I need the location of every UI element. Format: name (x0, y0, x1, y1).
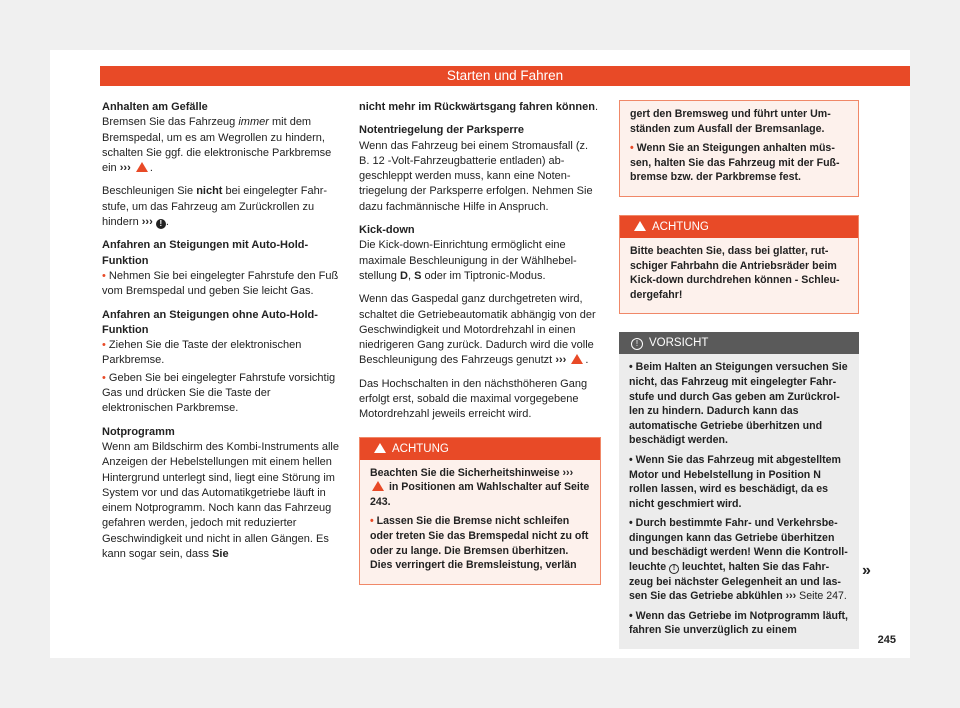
heading-kick-down: Kick-down (359, 224, 415, 237)
heading-ohne-auto-hold: Anfahren an Steigungen ohne Auto-Hold-Funktion (102, 308, 318, 336)
warning-box (359, 437, 601, 585)
warning-title: ACHTUNG (652, 220, 709, 233)
paragraph-rueckwaertsgang (359, 100, 601, 115)
list-item (102, 371, 342, 417)
text: , (407, 269, 415, 282)
list-item (370, 514, 590, 572)
text: Wenn das Getriebe im Notprogramm läuft, fahren Sie unverzüglich zu einem (629, 609, 848, 637)
caution-box (619, 332, 859, 649)
list-item (629, 453, 849, 511)
text: leuchtet, halten Sie das Fahrzeug bei nächster Gelegenheit an und lassen Sie das Getriebe abkühlen (629, 561, 841, 603)
list-item (102, 338, 342, 369)
reference-arrows: ››› (119, 162, 131, 175)
heading-notprogramm: Notprogramm (102, 425, 175, 438)
warning-triangle-icon (136, 162, 148, 172)
warning-triangle-icon (571, 354, 583, 364)
bullet: • (629, 609, 633, 622)
list-item (629, 516, 849, 604)
text: Lassen Sie die Bremse nicht schleifen oder treten Sie das Bremspedal nicht zu oft oder zu lange. Die Bremsen überhitzen. Dies verringert die Bremsleistung, verlän (370, 515, 589, 572)
warning-box (619, 215, 859, 314)
page-reference: Seite 247. (796, 590, 847, 603)
text: bei eingelegter Fahrstufe, um das Fahrzeug am Zurückrollen zu hindern (102, 185, 328, 229)
emphasis-immer: immer (238, 116, 269, 129)
column-3 (619, 100, 859, 659)
warning-lamp-icon: ! (669, 564, 679, 574)
text: . (594, 101, 598, 113)
heading-notentriegelung: Notentriegelung der Parksperre (359, 124, 525, 137)
paragraph-beschleunigen (102, 184, 342, 230)
text: . (585, 354, 589, 367)
text: Wenn Sie an Steigungen anhalten müssen, halten Sie das Fahrzeug mit der Fußbremse bzw. der Parkbremse fest. (630, 142, 840, 184)
bullet: • (630, 142, 634, 155)
caution-header (619, 332, 859, 354)
bullet: • (102, 371, 106, 384)
notice-icon: ! (156, 219, 166, 229)
list-item (629, 609, 849, 638)
paragraph-kick-down-2 (359, 292, 601, 368)
text: Die Kick-down-Einrichtung ermöglicht eine maximale Beschleunigung in der Wählhebelstellung (359, 239, 577, 282)
warning-header (360, 438, 600, 460)
warning-title: ACHTUNG (392, 442, 449, 455)
text: Wenn am Bildschirm des Kombi-Instruments alle Anzeigen der Hebelstellungen mit einem hellen Hintergrund unterlegt sind, liegt eine Störung im System vor und das Automatikgetriebe läuft in einem Notprogramm. Noch kann das Fahrzeug gefahren werden, jedoch mit reduzierter Geschwindigkeit und nicht in allen Gängen. Es kann sogar sein, dass (102, 440, 339, 561)
warning-triangle-icon (374, 443, 386, 453)
bullet: • (102, 269, 106, 282)
list-item (630, 141, 848, 185)
warning-triangle-icon (634, 221, 646, 231)
warning-paragraph: Bitte beachten Sie, dass bei glatter, rutschiger Fahrbahn die Antriebsräder beim Kick-down durchdrehen können - Schleudergefahr! (630, 244, 840, 301)
heading-auto-hold: Anfahren an Steigungen mit Auto-Hold-Funktion (102, 239, 309, 267)
column-1 (102, 100, 342, 570)
text: Beim Halten an Steigungen versuchen Sie nicht, das Fahrzeug mit eingelegter Fahrstufe und durch Gas geben am Zurückrollen zu hindern. Dadurch kann das automatische Getriebe überhitzen und beschädigt werden. (629, 361, 848, 447)
caution-body (619, 354, 859, 649)
reference-arrows: ››› (785, 590, 797, 603)
caution-title: VORSICHT (649, 337, 709, 350)
warning-paragraph (370, 466, 590, 510)
text: Beachten Sie die Sicherheitshinweise (370, 466, 563, 479)
list-item (102, 269, 342, 300)
strong-sie: Sie (212, 548, 229, 561)
text: Bremsen Sie das Fahrzeug (102, 116, 239, 129)
warning-header (620, 216, 858, 238)
continued-marker: » (862, 562, 871, 579)
strong-nicht: nicht (196, 185, 223, 198)
strong-text: nicht mehr im Rückwärtsgang fahren können (359, 101, 595, 113)
text: Nehmen Sie bei eingelegter Fahrstufe den Fuß vom Bremspedal und geben Sie leicht Gas. (102, 269, 339, 298)
page-number: 245 (877, 634, 896, 646)
paragraph-notentriegelung: Wenn das Fahrzeug bei einem Stromausfall (z. B. 12 -Volt-Fahrzeugbatterie entladen) abgeschleppt werden muss, kann eine Notentriegelung der Parksperre erfolgen. Nehmen Sie dazu fachmännische Hilfe in Anspruch. (359, 139, 593, 213)
warning-body (620, 101, 858, 196)
text: Ziehen Sie die Taste der elektronischen Parkbremse. (102, 339, 302, 367)
text: mit dem Bremspedal, um es am Wegrollen zu hindern, schalten Sie ggf. die elektronische Parkbremse ein (102, 116, 332, 175)
bullet: • (370, 515, 374, 528)
warning-box-continued (619, 100, 859, 197)
reference-arrows: ››› (562, 466, 574, 479)
strong-D: D (399, 269, 408, 282)
bullet: • (102, 339, 106, 352)
bullet: • (629, 453, 633, 466)
text: Wenn Sie das Fahrzeug mit abgestelltem Motor und Hebelstellung in Position N rollen lassen, wird es beschädigt, da es nicht geschmiert wird. (629, 453, 841, 510)
paragraph-notprogramm (102, 440, 342, 562)
text: Durch bestimmte Fahr- und Verkehrsbedingungen kann das Getriebe überhitzen und beschädigt werden! Wenn die Kontrollleuchte (629, 517, 848, 574)
heading-anhalten-am-gefaelle: Anhalten am Gefälle (102, 101, 208, 113)
bullet: • (629, 517, 633, 530)
warning-body (360, 460, 600, 584)
text: oder im Tiptronic-Modus. (421, 269, 546, 282)
bullet: • (629, 361, 633, 374)
section-header: Starten und Fahren (100, 66, 910, 86)
list-item (629, 360, 849, 448)
manual-page (50, 50, 910, 658)
warning-paragraph: gert den Bremsweg und führt unter Umständen zum Ausfall der Bremsanlage. (630, 108, 831, 135)
paragraph-hochschalten: Das Hochschalten in den nächsthöheren Gang erfolgt erst, sobald die maximal vorgegebene Motordrehzahl jeweils erreicht wird. (359, 377, 588, 421)
text: Geben Sie bei eingelegter Fahrstufe vorsichtig Gas und drücken Sie die Taste der elektronischen Parkbremse. (102, 371, 336, 415)
warning-body (620, 238, 858, 313)
warning-triangle-icon (372, 481, 384, 491)
paragraph-bremsen (102, 115, 342, 176)
reference-arrows: ››› (141, 216, 153, 229)
info-circle-icon: ! (631, 338, 643, 350)
text: Wenn das Gaspedal ganz durchgetreten wird, schaltet die Getriebeautomatik abhängig von der Geschwindigkeit und Motordrehzahl in einen niedrigeren Gang zurück. Dadurch wird die volle Beschleunigung des Fahrzeugs genutzt (359, 293, 596, 367)
paragraph-kick-down-1 (359, 238, 601, 284)
text: . (149, 162, 153, 175)
column-2 (359, 100, 601, 595)
text: in Positionen am Wahlschalter auf Seite 243. (370, 481, 590, 508)
text: . (165, 216, 169, 229)
strong-S: S (414, 269, 422, 282)
reference-arrows: ››› (555, 354, 567, 367)
text: Beschleunigen Sie (102, 185, 197, 198)
